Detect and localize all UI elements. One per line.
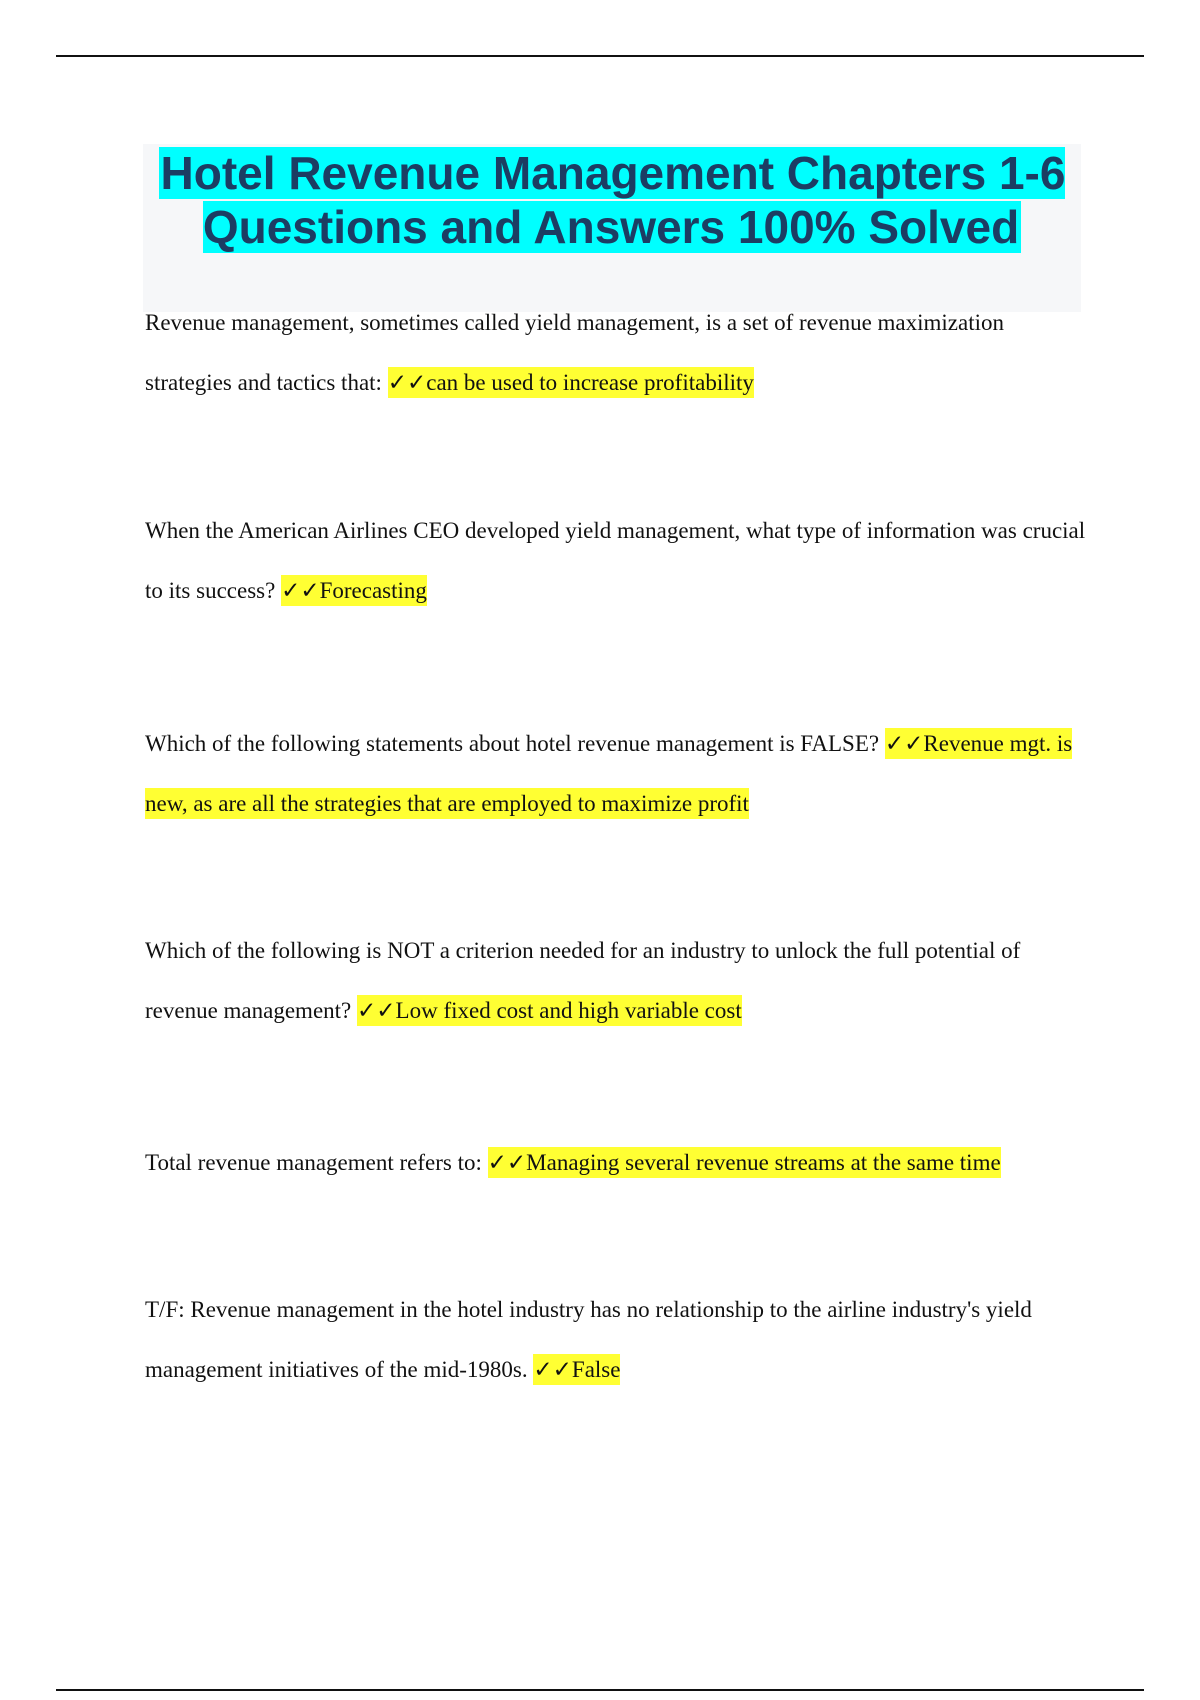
answer-text: False bbox=[571, 1357, 621, 1382]
answer-text: Low fixed cost and high variable cost bbox=[395, 998, 742, 1023]
question-text: Which of the following statements about hotel revenue management is FALSE? bbox=[145, 731, 885, 756]
check-icon: ✓✓ bbox=[533, 1357, 572, 1382]
check-icon: ✓✓ bbox=[387, 370, 427, 395]
question-text: Which of the following is NOT a criterion needed for an industry to unlock the full potential of revenue management? bbox=[145, 938, 1021, 1023]
check-icon: ✓✓ bbox=[357, 998, 396, 1023]
check-icon: ✓✓ bbox=[487, 1150, 527, 1175]
title-box bbox=[143, 144, 1081, 312]
qa-item-1 bbox=[145, 293, 1090, 413]
answer-text: Revenue mgt. is new, as are all the strategies that are employed to maximize profit bbox=[145, 731, 1073, 816]
check-icon: ✓✓ bbox=[884, 731, 924, 756]
qa-item-2 bbox=[145, 501, 1090, 621]
qa-item-3 bbox=[145, 714, 1090, 834]
question-text: Total revenue management refers to: bbox=[145, 1150, 488, 1175]
qa-item-5 bbox=[145, 1133, 1090, 1193]
check-icon: ✓✓ bbox=[281, 578, 320, 603]
answer-text: Forecasting bbox=[319, 578, 427, 603]
answer-highlight bbox=[488, 1147, 1001, 1178]
answer-highlight bbox=[281, 575, 427, 606]
question-text: T/F: Revenue management in the hotel industry has no relationship to the airline industry's yield management initiatives of the mid-1980s. bbox=[145, 1297, 1032, 1382]
answer-highlight bbox=[388, 367, 754, 398]
bottom-rule bbox=[56, 1689, 1144, 1691]
answer-text: Managing several revenue streams at the same time bbox=[526, 1150, 1001, 1175]
qa-item-6 bbox=[145, 1280, 1090, 1400]
answer-highlight bbox=[357, 995, 742, 1026]
question-text: Revenue management, sometimes called yield management, is a set of revenue maximization strategies and tactics that: bbox=[145, 310, 1005, 395]
answer-text: can be used to increase profitability bbox=[426, 370, 754, 395]
top-rule bbox=[56, 55, 1144, 57]
question-text: When the American Airlines CEO developed yield management, what type of information was crucial to its success? bbox=[145, 518, 1086, 603]
answer-highlight bbox=[533, 1354, 620, 1385]
document-title: Hotel Revenue Management Chapters 1-6 Questions and Answers 100% Solved bbox=[160, 147, 1066, 253]
qa-item-4 bbox=[145, 921, 1090, 1041]
